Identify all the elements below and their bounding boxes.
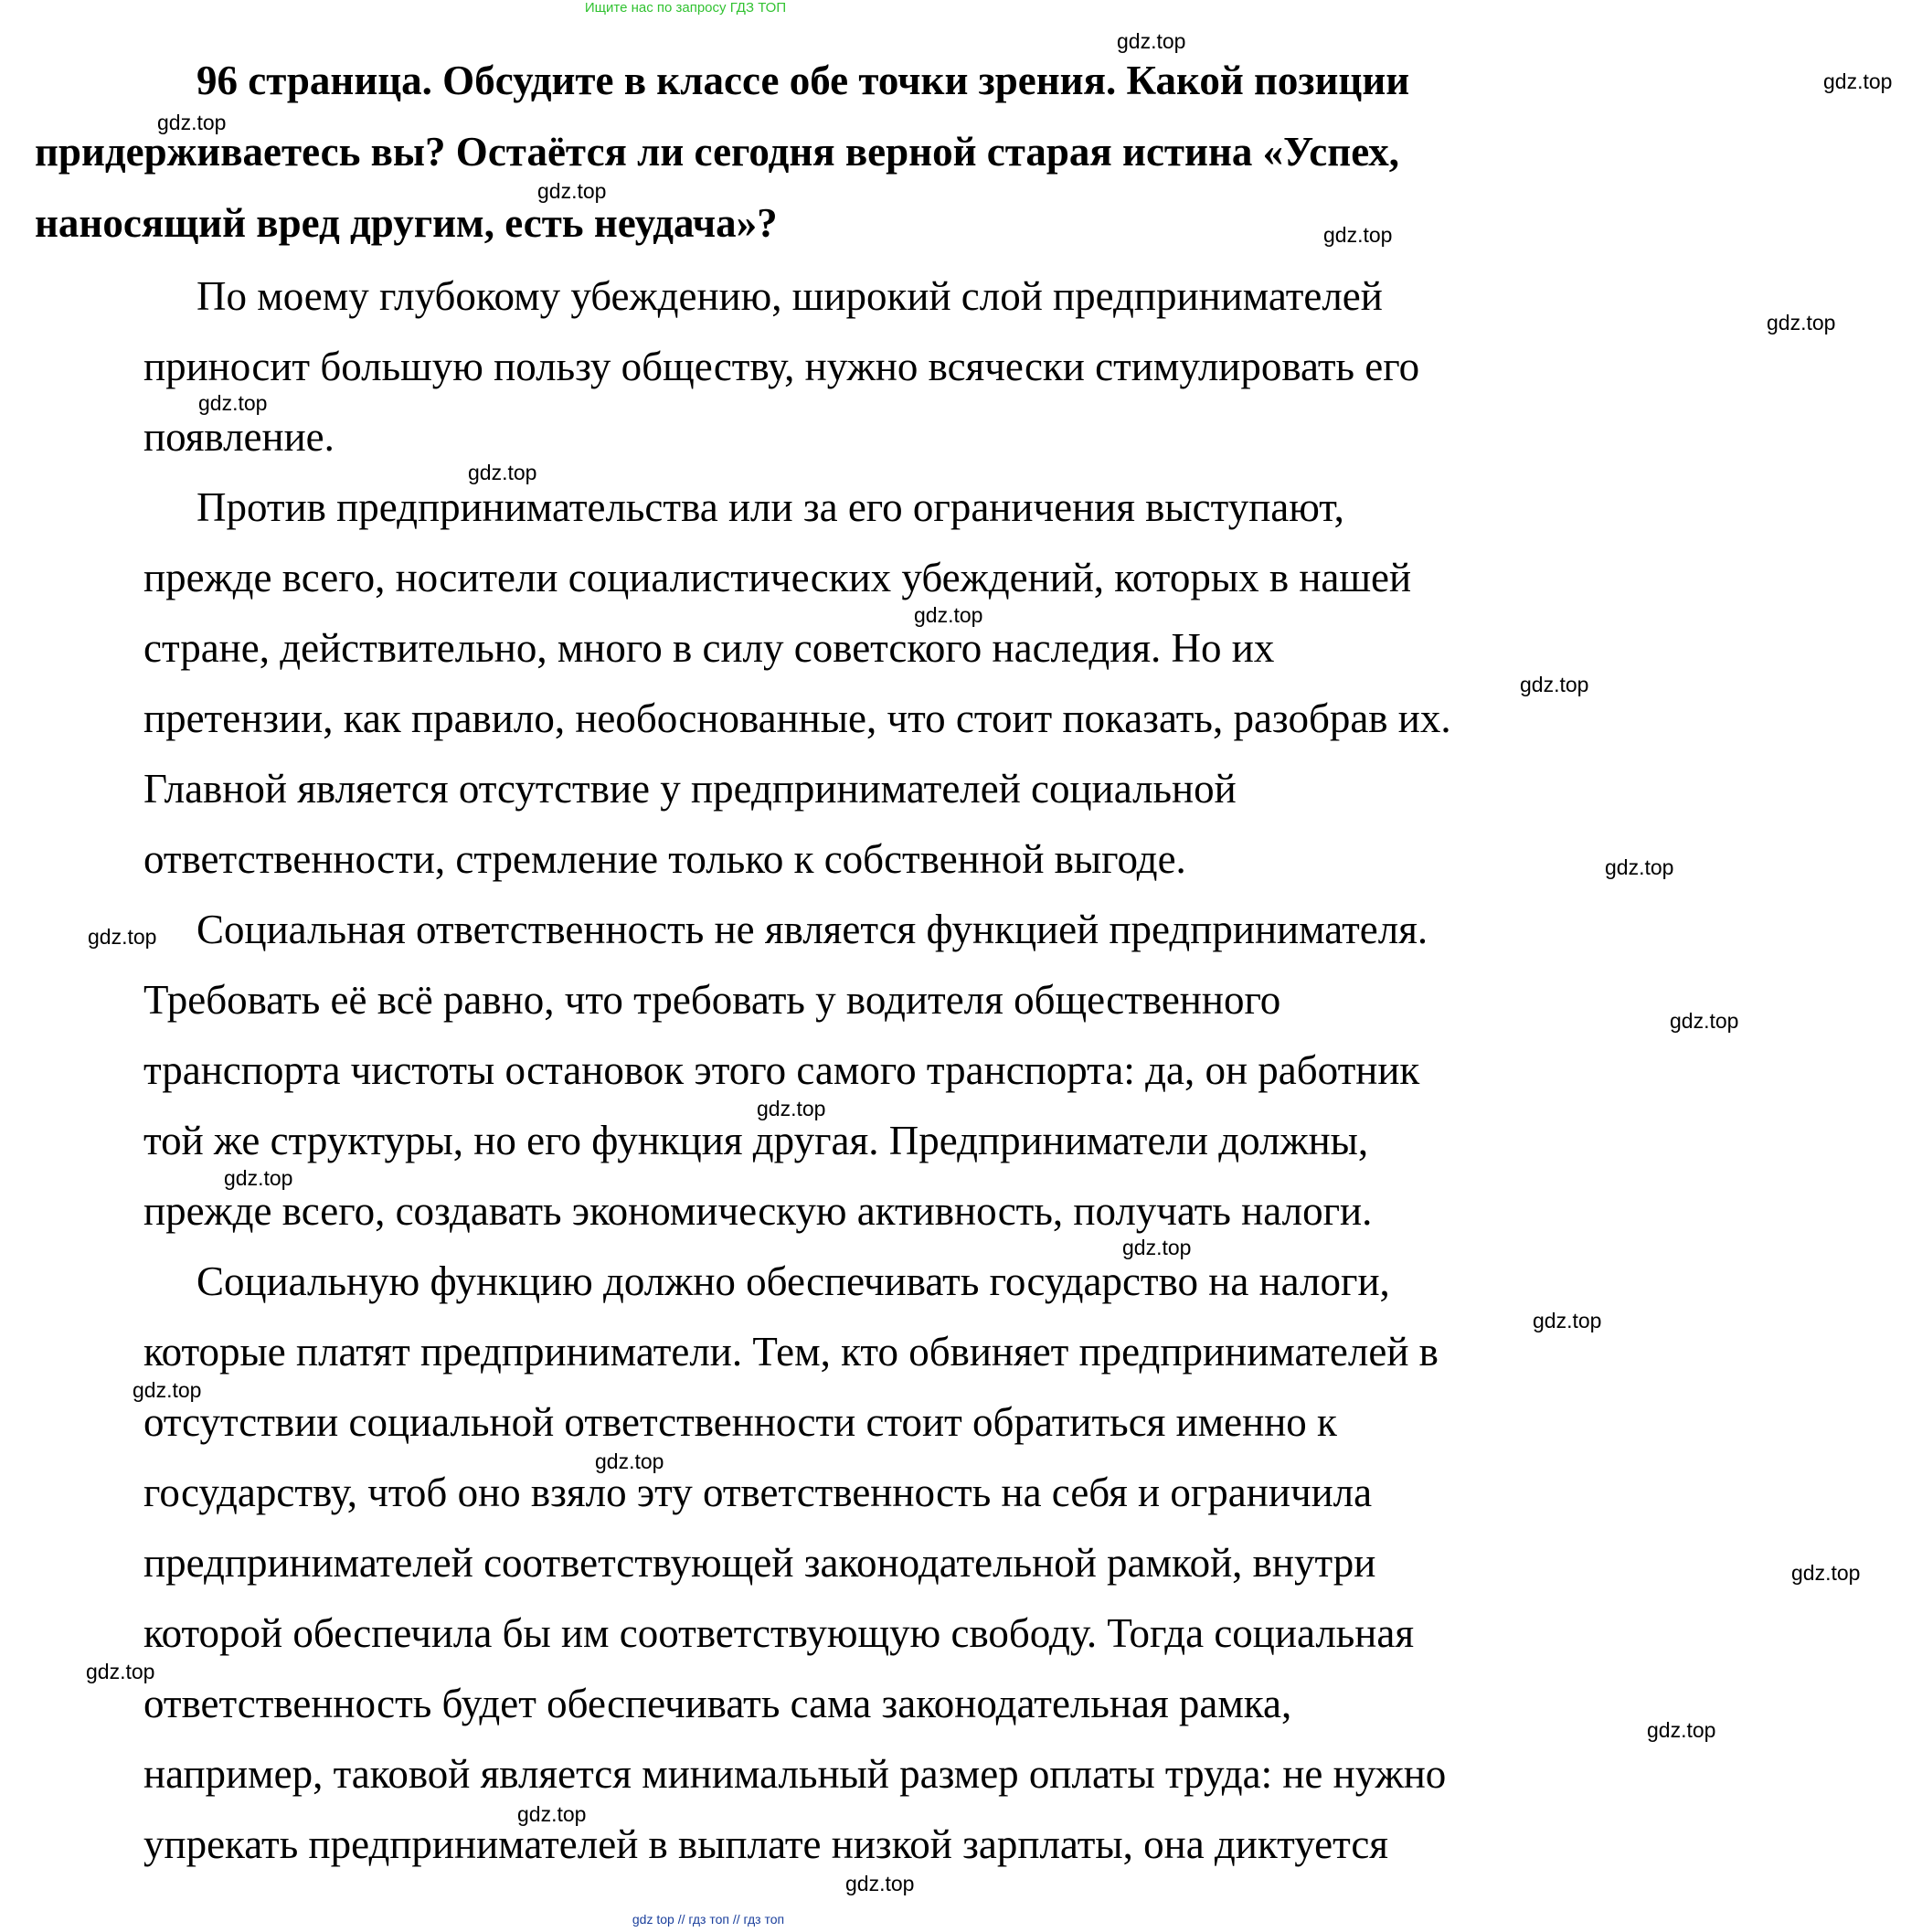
watermark: gdz.top [1605, 855, 1674, 879]
watermark: gdz.top [1122, 1236, 1192, 1259]
heading-line-2: придерживаетесь вы? Остаётся ли сегодня верной старая истина «Успех, [35, 129, 1400, 175]
watermark: gdz.top [757, 1097, 826, 1120]
watermark: gdz.top [1647, 1718, 1716, 1742]
watermark: gdz.top [914, 603, 983, 627]
paragraph-line: Социальную функцию должно обеспечивать государство на налоги, [196, 1258, 1390, 1304]
watermark: gdz.top [537, 179, 607, 203]
paragraph-line: отсутствии социальной ответственности стоит обратиться именно к [143, 1399, 1337, 1445]
watermark: gdz.top [1533, 1309, 1602, 1332]
watermark: gdz.top [133, 1378, 202, 1402]
site-footer-links[interactable]: gdz top // гдз топ // гдз топ [632, 1912, 785, 1927]
watermark: gdz.top [1791, 1561, 1861, 1585]
watermark: gdz.top [1823, 69, 1893, 93]
paragraph-line: претензии, как правило, необоснованные, что стоит показать, разобрав их. [143, 695, 1451, 741]
paragraph-line: транспорта чистоты остановок этого самого транспорта: да, он работник [143, 1047, 1420, 1093]
heading-line-3: наносящий вред другим, есть неудача»? [35, 200, 778, 246]
watermark: gdz.top [86, 1660, 155, 1683]
watermark: gdz.top [157, 111, 227, 134]
paragraph-line: предпринимателей соответствующей законодательной рамкой, внутри [143, 1540, 1376, 1586]
watermark: gdz.top [88, 925, 157, 949]
paragraph-line: например, таковой является минимальный размер оплаты труда: не нужно [143, 1751, 1447, 1797]
paragraph-line: Главной является отсутствие у предпринимателей социальной [143, 766, 1237, 812]
watermark: gdz.top [224, 1166, 293, 1190]
paragraph-line: ответственности, стремление только к собственной выгоде. [143, 836, 1186, 882]
paragraph-line: которые платят предприниматели. Тем, кто обвиняет предпринимателей в [143, 1329, 1439, 1375]
heading-line-1: 96 страница. Обсудите в классе обе точки зрения. Какой позиции [196, 58, 1410, 103]
paragraph-line: появление. [143, 414, 334, 460]
paragraph-line: государству, чтоб оно взяло эту ответственность на себя и ограничила [143, 1470, 1373, 1515]
paragraph-line: упрекать предпринимателей в выплате низкой зарплаты, она диктуется [143, 1821, 1388, 1867]
watermark: gdz.top [1323, 223, 1393, 247]
watermark: gdz.top [1117, 29, 1186, 53]
paragraph-line: прежде всего, носители социалистических убеждений, которых в нашей [143, 555, 1412, 600]
paragraph-line: приносит большую пользу обществу, нужно всячески стимулировать его [143, 344, 1420, 389]
paragraph-line: Против предпринимательства или за его ограничения выступают, [196, 484, 1344, 530]
watermark: gdz.top [1520, 673, 1589, 696]
watermark: gdz.top [198, 391, 268, 415]
paragraph-line: По моему глубокому убеждению, широкий слой предпринимателей [196, 273, 1383, 319]
paragraph-line: той же структуры, но его функция другая. Предприниматели должны, [143, 1118, 1369, 1163]
watermark: gdz.top [1670, 1009, 1739, 1033]
watermark: gdz.top [517, 1802, 587, 1826]
paragraph-line: которой обеспечила бы им соответствующую свободу. Тогда социальная [143, 1610, 1415, 1656]
paragraph-line: Требовать её всё равно, что требовать у водителя общественного [143, 977, 1281, 1023]
site-search-banner[interactable]: Ищите нас по запросу ГДЗ ТОП [584, 0, 787, 16]
watermark: gdz.top [845, 1872, 915, 1895]
watermark: gdz.top [468, 461, 537, 484]
paragraph-line: стране, действительно, много в силу советского наследия. Но их [143, 625, 1275, 671]
watermark: gdz.top [595, 1449, 664, 1473]
paragraph-line: прежде всего, создавать экономическую активность, получать налоги. [143, 1188, 1373, 1234]
paragraph-line: Социальная ответственность не является функцией предпринимателя. [196, 907, 1428, 952]
watermark: gdz.top [1767, 311, 1836, 334]
paragraph-line: ответственность будет обеспечивать сама законодательная рамка, [143, 1681, 1292, 1726]
